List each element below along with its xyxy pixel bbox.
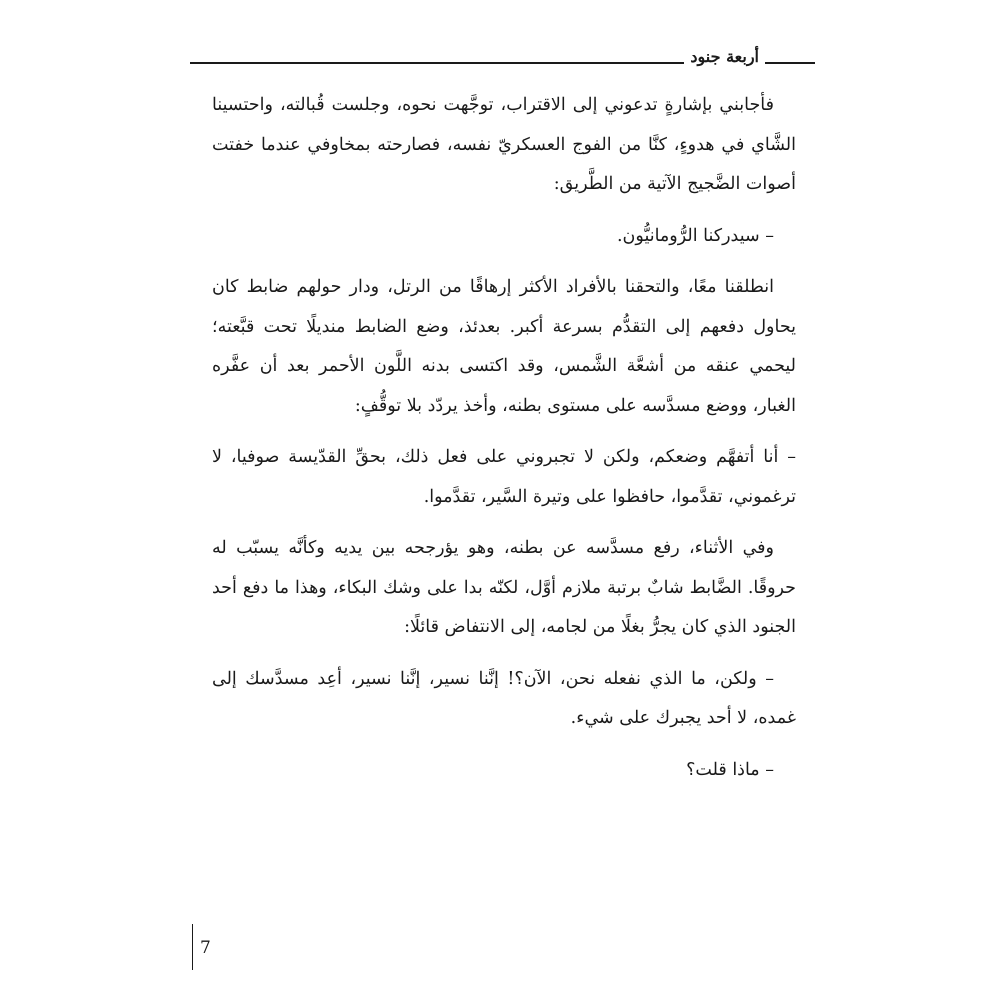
header-rule-short [765, 62, 815, 64]
dialog-line-2: – أنا أتفهَّم وضعكم، ولكن لا تجبروني على فعل ذلك، بحقِّ القدّيسة صوفيا، لا ترغموني، تقدَّموا، حافظوا على وتيرة السَّير، تقدَّموا. [212, 447, 796, 507]
dialog-line-1: – سيدركنا الرُّومانيُّون. [616, 225, 774, 246]
footer-rule [192, 924, 193, 970]
book-title: أربعة جنود [690, 47, 759, 66]
header-rule-long [190, 62, 684, 64]
body-text [212, 86, 796, 802]
dialog-line-4: – ماذا قلت؟ [686, 759, 774, 780]
paragraph-1: فأجابني بإشارةٍ تدعوني إلى الاقتراب، توجَّهت نحوه، وجلست قُبالته، واحتسينا الشَّاي في هدوءٍ، كنَّا من الفوج العسكريّ نفسه، فصارحته بمخاوفي عندما خفتت أصوات الضَّجيج الآتية من الطَّريق: [212, 95, 796, 194]
page-number: 7 [200, 938, 211, 958]
dialog-line-3: – ولكن، ما الذي نفعله نحن، الآن؟! إنَّنا نسير، إنَّنا نسير، أعِد مسدَّسك إلى غمده، لا أحد يجبرك على شيء. [212, 668, 796, 728]
running-header [190, 44, 815, 70]
paragraph-3: وفي الأثناء، رفع مسدَّسه عن بطنه، وهو يؤرجحه بين يديه وكأنَّه يسبّب له حروقًا. الضَّابط شابٌ برتبة ملازم أوَّل، لكنّه بدا على وشك البكاء، وهذا ما دفع أحد الجنود الذي كان يجرُّ بغلًا من لجامه، إلى الانتفاض قائلًا: [212, 538, 796, 637]
paragraph-2: انطلقنا معًا، والتحقنا بالأفراد الأكثر إرهاقًا من الرتل، ودار حولهم ضابط كان يحاول دفعهم إلى التقدُّم بسرعة أكبر. بعدئذ، وضع الضابط منديلًا تحت قبَّعته؛ ليحمي عنقه من أشعَّة الشَّمس، وقد اكتسى بدنه اللَّون الأحمر بعد أن عفَّره الغبار، ووضع مسدَّسه على مستوى بطنه، وأخذ يردّد بلا توقُّفٍ: [212, 277, 796, 416]
